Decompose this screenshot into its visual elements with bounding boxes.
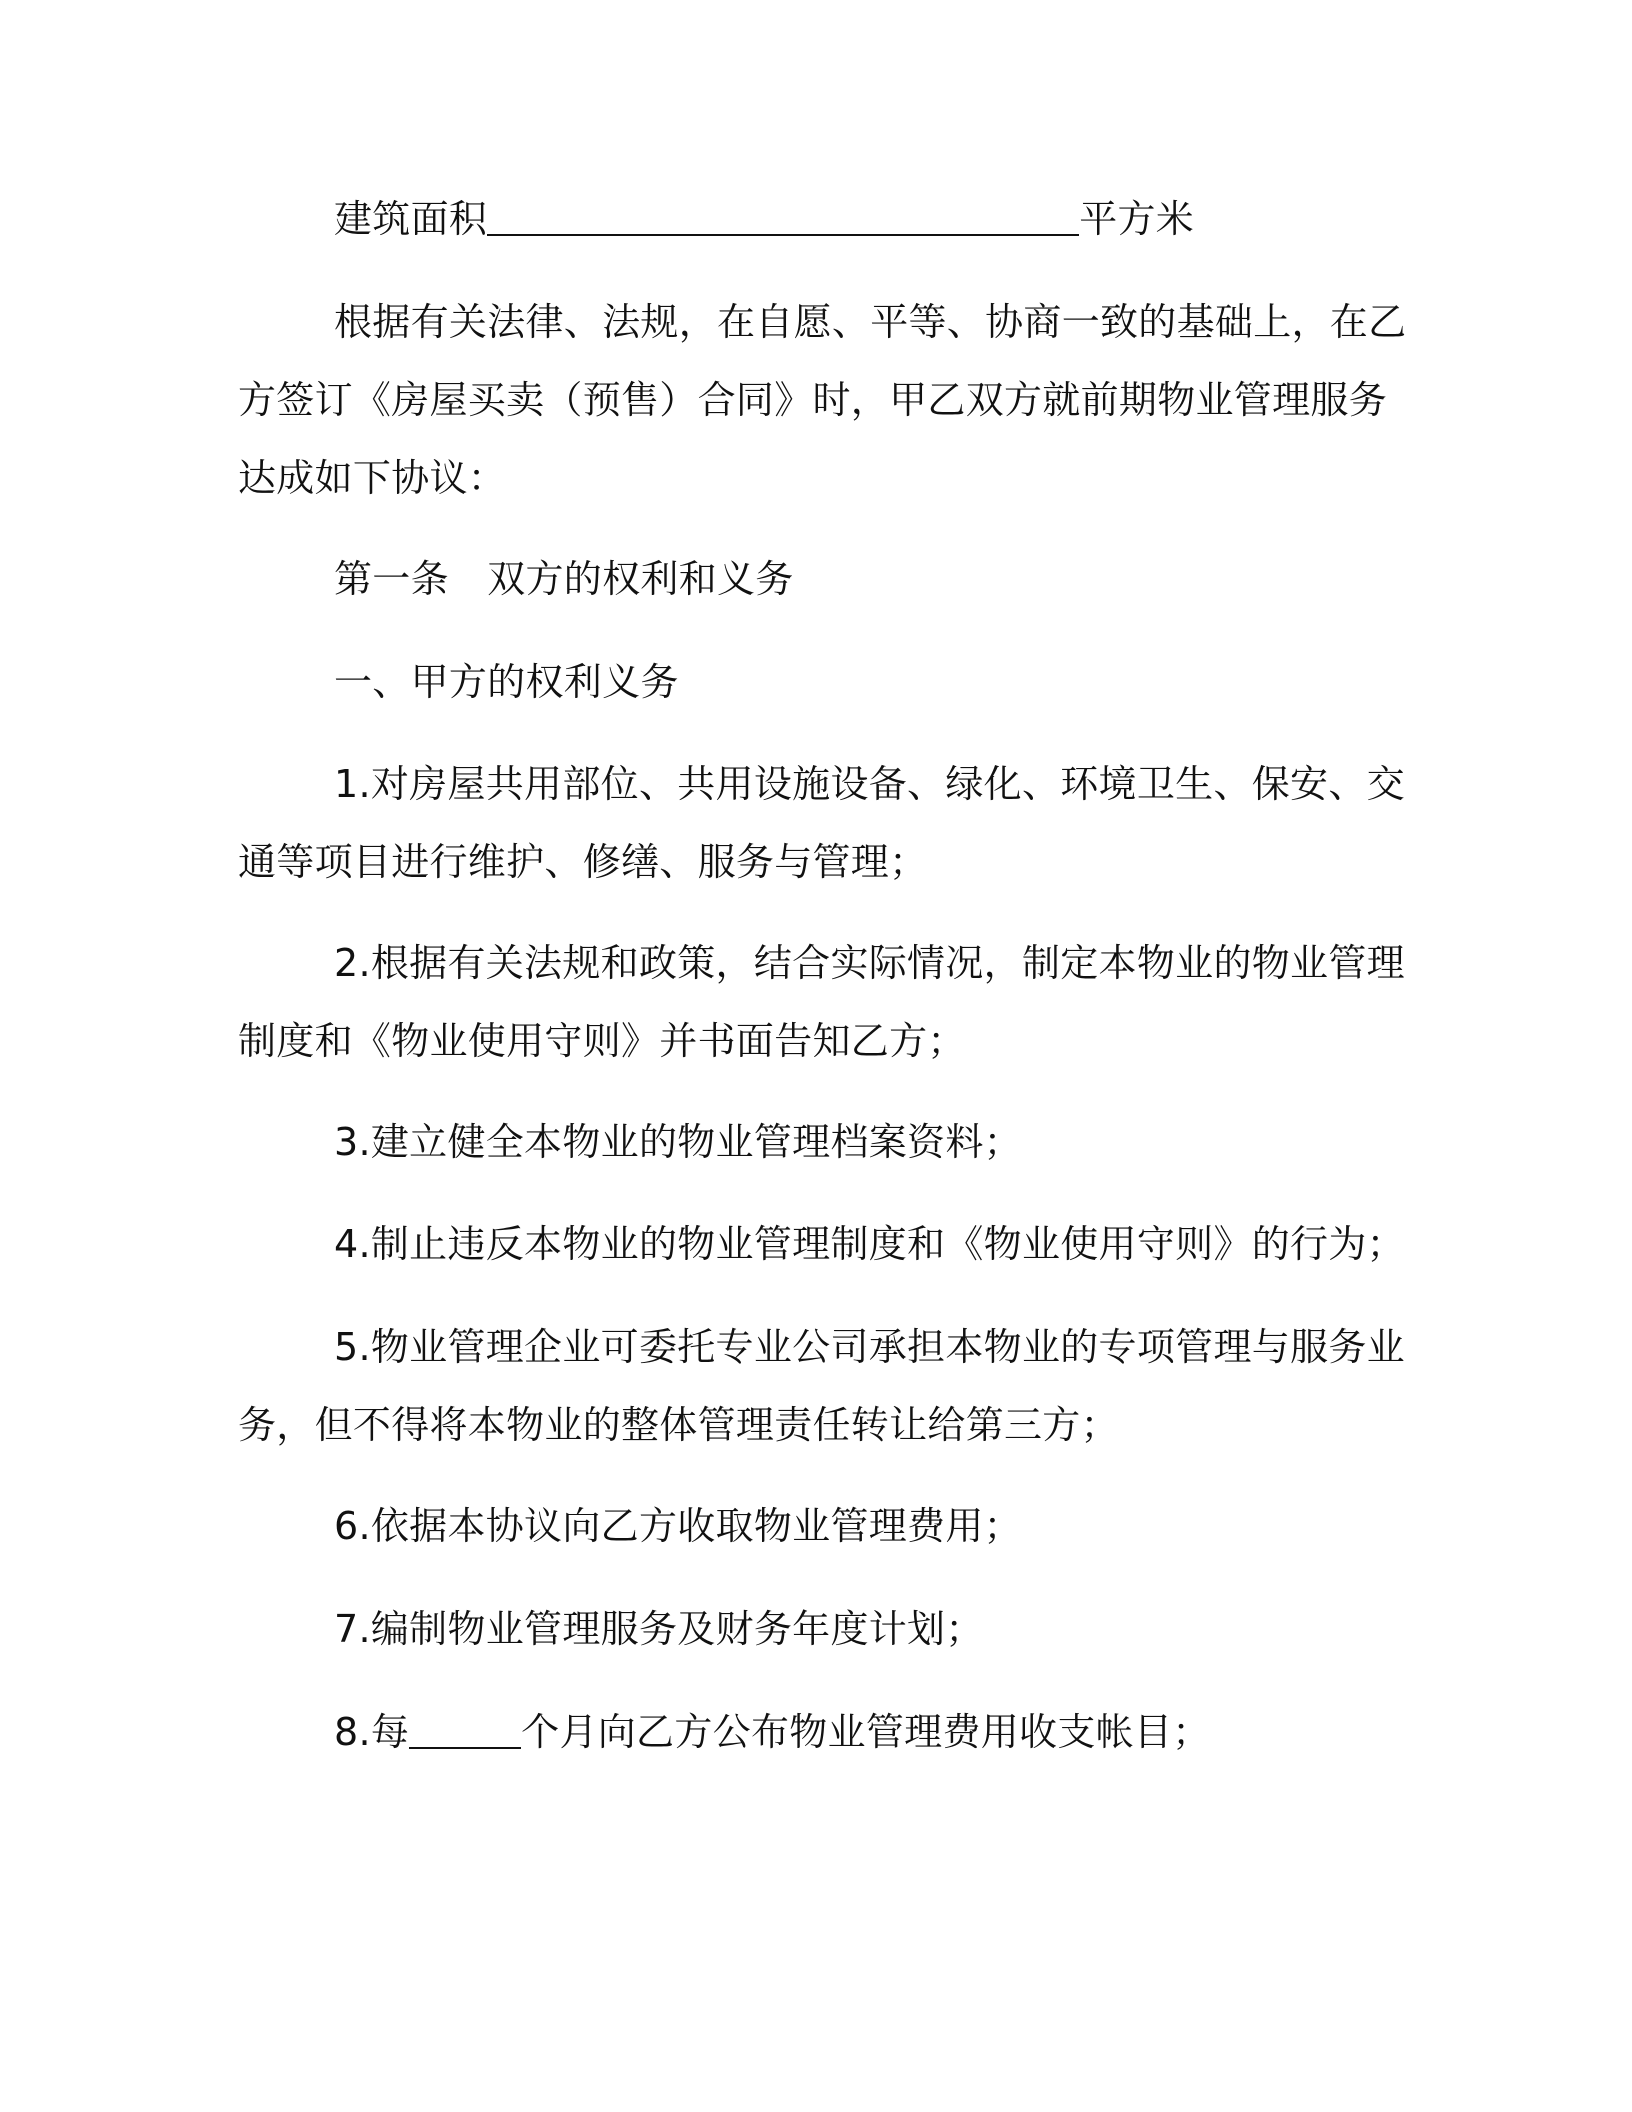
item-5-line-2: 务，但不得将本物业的整体管理责任转让给第三方； [238,1403,1119,1447]
section-heading [238,643,1370,721]
item-3-line-1: 3.建立健全本物业的物业管理档案资料； [334,1120,1022,1164]
item-2-line-1: 2.根据有关法规和政策，结合实际情况，制定本物业的物业管理 [334,941,1405,985]
item-1 [238,745,1405,901]
item-5 [238,1308,1405,1464]
area-unit: 平方米 [1079,197,1195,241]
item-8-blank [409,1709,521,1749]
preamble-line-1: 根据有关法律、法规，在自愿、平等、协商一致的基础上，在乙 [334,300,1407,344]
item-8-suffix: 个月向乙方公布物业管理费用收支帐目； [521,1710,1211,1754]
item-6-line-1: 6.依据本协议向乙方收取物业管理费用； [334,1504,1022,1548]
item-4-line-1: 4.制止违反本物业的物业管理制度和《物业使用守则》的行为； [334,1222,1405,1266]
item-2-line-2: 制度和《物业使用守则》并书面告知乙方； [238,1019,966,1063]
item-1-line-2: 通等项目进行维护、修缮、服务与管理； [238,840,928,884]
item-3 [238,1103,1370,1181]
item-4 [238,1205,1405,1283]
item-6 [238,1487,1370,1565]
item-7 [238,1590,1370,1668]
area-label: 建筑面积 [334,197,488,241]
preamble-line-2: 方签订《房屋买卖（预售）合同》时，甲乙双方就前期物业管理服务 [238,378,1388,422]
section1-heading: 一、甲方的权利义务 [334,660,679,704]
item-1-line-1: 1.对房屋共用部位、共用设施设备、绿化、环境卫生、保安、交 [334,762,1405,806]
area-line [238,180,1370,258]
item-7-line-1: 7.编制物业管理服务及财务年度计划； [334,1607,984,1651]
preamble-paragraph [238,283,1407,517]
item-5-line-1: 5.物业管理企业可委托专业公司承担本物业的专项管理与服务业 [334,1325,1405,1369]
item-8 [238,1693,1370,1771]
article1-heading: 第一条 双方的权利和义务 [334,557,794,601]
item-8-prefix: 8.每 [334,1710,410,1754]
article-heading [238,540,1370,618]
preamble-line-3: 达成如下协议： [238,456,507,500]
item-2 [238,924,1405,1080]
area-blank [487,196,1079,236]
